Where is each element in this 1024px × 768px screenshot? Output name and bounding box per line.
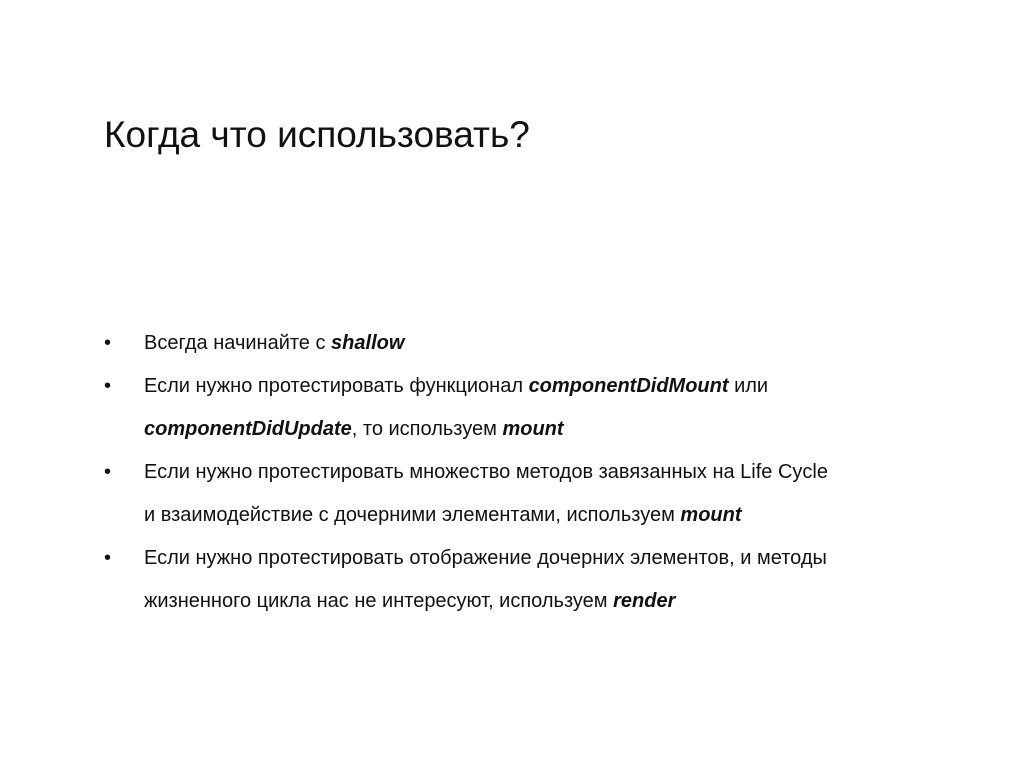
bullet-item	[104, 322, 984, 365]
bullet-text	[144, 451, 984, 537]
bullet-text-plain: жизненного цикла нас не интересуют, используем	[144, 590, 614, 612]
bullet-item	[104, 537, 984, 623]
bullet-text-plain: Если нужно протестировать отображение дочерних элементов, и методы	[144, 547, 827, 569]
bullet-text-emphasis: mount	[680, 504, 742, 526]
bullet-text-plain: Всегда начинайте с	[144, 332, 332, 354]
bullet-text-emphasis: shallow	[331, 332, 405, 354]
bullet-text	[144, 365, 984, 451]
bullet-dot-icon: •	[104, 547, 112, 569]
bullet-text	[144, 537, 984, 623]
bullet-item	[104, 451, 984, 537]
bullet-dot-icon: •	[104, 461, 112, 483]
bullet-text	[144, 322, 984, 365]
bullet-text-emphasis: render	[613, 590, 676, 612]
bullet-text-plain: , то используем	[351, 418, 503, 440]
bullet-text-emphasis: componentDidUpdate	[144, 418, 352, 440]
slide-title: Когда что использовать?	[104, 114, 530, 155]
bullet-text-emphasis: mount	[502, 418, 564, 440]
bullet-text-emphasis: componentDidMount	[528, 375, 729, 397]
bullet-text-plain: и взаимодействие с дочерними элементами, используем	[144, 504, 681, 526]
bullet-list	[104, 322, 984, 623]
bullet-dot-icon: •	[104, 375, 112, 397]
bullet-dot-icon: •	[104, 332, 112, 354]
bullet-text-plain: Если нужно протестировать множество методов завязанных на Life Cycle	[144, 461, 828, 483]
bullet-item	[104, 365, 984, 451]
bullet-text-plain: или	[728, 375, 769, 397]
bullet-text-plain: Если нужно протестировать функционал	[144, 375, 529, 397]
